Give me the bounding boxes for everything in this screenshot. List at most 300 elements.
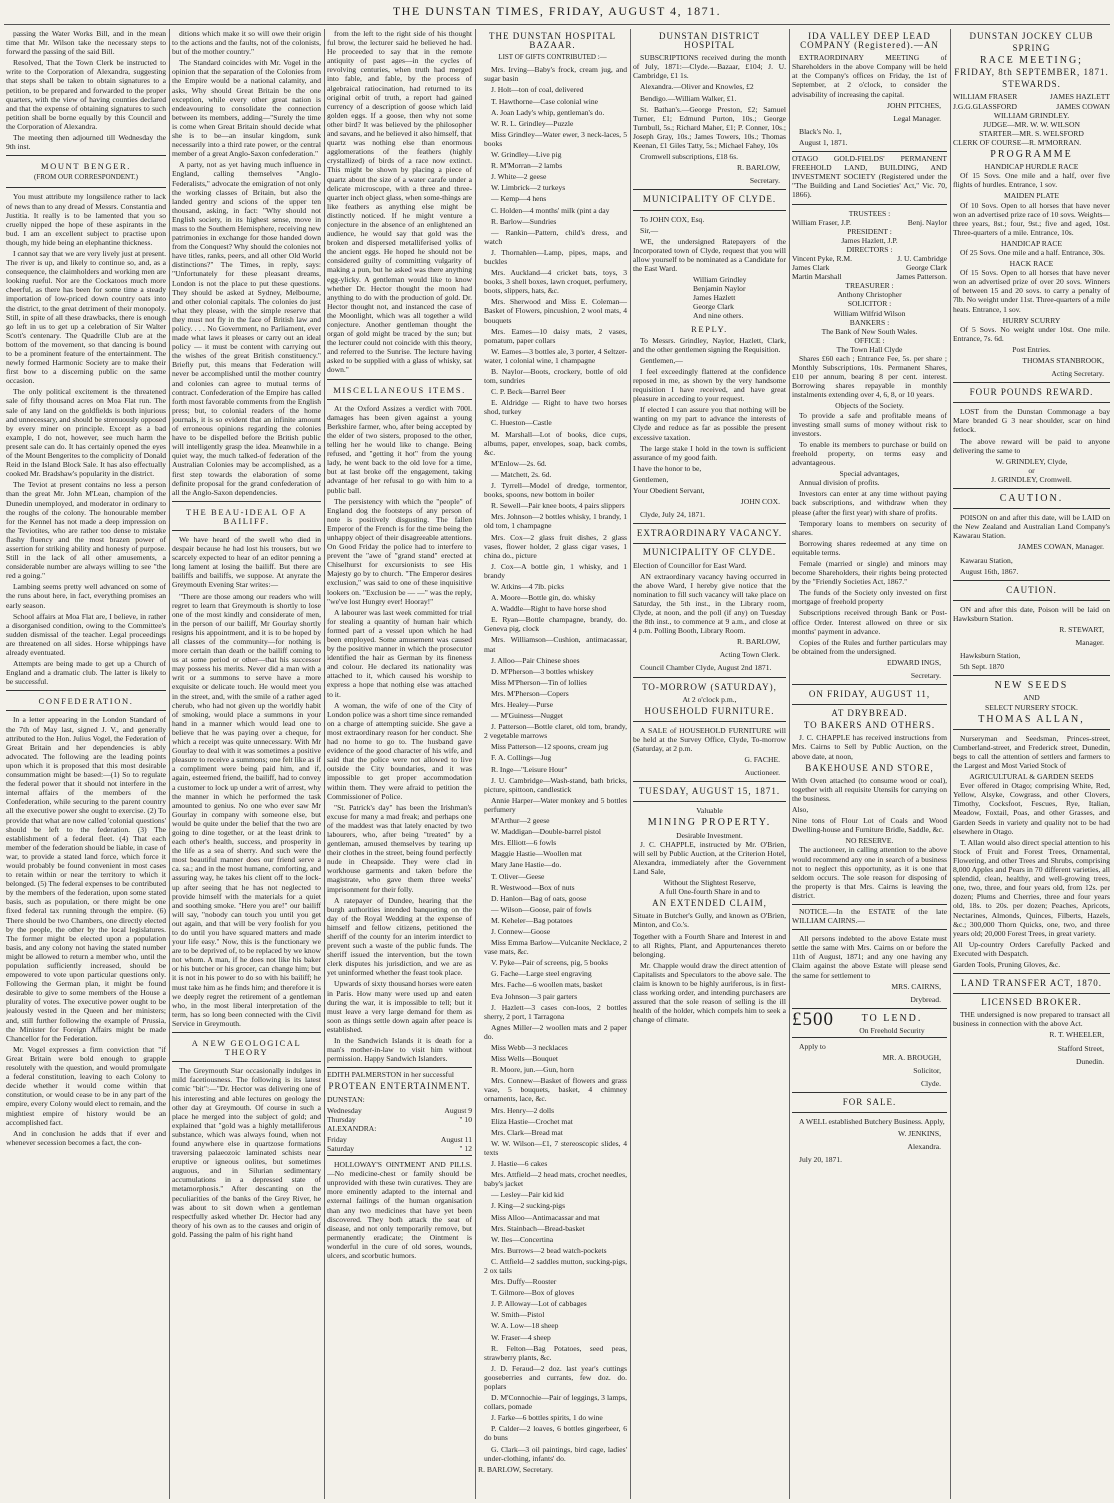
gift-item: J. White—2 geese (491, 172, 547, 182)
section-heading: ON FRIDAY, AUGUST 11, (808, 689, 931, 700)
ad-text: August 1, 1871. (799, 137, 848, 147)
section-heading: LAND TRANSFER ACT, 1870. (961, 978, 1102, 989)
column-1 (6, 29, 166, 1499)
signature-title: Auctioneer. (744, 768, 780, 778)
gift-item: J. Farke—6 bottles spirits, 1 do wine (491, 1413, 603, 1423)
section-heading: SPRING (1012, 43, 1051, 54)
gift-item: Miss Webb—3 necklaces (491, 1043, 568, 1052)
article-text: passing the Water Works Bill, and in the mean time that Mr. Wilson take the necessary steps to forward the passing of the said Bill. (6, 29, 166, 57)
article-text: "There are those among our readers who will regret to learn that Greymouth is shortly to lose one of the most kindly and considerate of men, in the person of our bailiff, Mr Gourlay shortly resigns his appointment, and it is to be hoped by all classes of the community—for nothing is more certain than death or the bailiff coming to us at some period or other—that his successor may possess his merits. Never did a man with a writ or a summons to serve have a more exquisite or delicate touch. He would meet you in the street, and, with the smile of a rather aged cherub, who had not given up the worldly habit of smoking, would place a summons in your hand in a manner which would lead one to believe that he was paying over a cheque, for which a receipt was quite unnecessary. With Mr Gourlay to deal with it was sometimes a positive pleasure to receive a summons; one felt like as if a compliment were being paid him, and if, again, esteemed friend, the bailiff, had to convey a customer to lock up under a writ of arrest, why the manner in which he performed the task amounted to genius. No one who ever saw Mr Gourlay in company with someone else, but would be quite under the belief that the two are going to dine together, or at the least drink to each other's health, success, and prosperity in the life as a sea of sherry. And such were the most beautiful manner does our friend serve a ca. sa.; and in the most humane, comforting, and assuring way, he takes his client off to the lock-up after seeing that he has not neglected to provide himself with the materials for a quiet and soothing smoke. "Here you are!" our bailiff will say, "nobody can touch you until you get out again, and that will be very foolish for you to do until you have squared matters and made your life easy." Now, this is the functionary we are to be deprived of, to be replaced by we know not whom. A man, if he does not like his baker or his butcher or his grocer, can change him; but it is not in his power to do so with his bailiff; he must take him as he finds him; and therefore it is we deeply regret the retirement of a gentleman who, in the most liberal interpretation of the term, has so long been connected with the Civil Service in Greymouth. (172, 591, 321, 1028)
section-heading: AN EXTENDED CLAIM, (652, 898, 767, 909)
ad-text: J. C. CHAPPLE, instructed by Mr. O'Brien, will sell by Public Auction, at the Criterion Hotel, Alexandra, immediately after the Government Land Sale, (633, 839, 786, 876)
gift-item: Miss M'Pherson—Tin of lollies (491, 677, 587, 687)
section-heading: MUNICIPALITY OF CLYDE. (642, 194, 777, 205)
gift-item: Mrs. Fache—6 woollen mats, basket (491, 980, 603, 990)
signature: JAMES COWAN, Manager. (1017, 542, 1104, 552)
section-heading: MUNICIPALITY OF CLYDE. (642, 547, 777, 558)
gift-item: J. Connew—Goose (491, 926, 551, 936)
officer: William Fraser, J.P. (792, 217, 852, 227)
section-heading: BAKEHOUSE AND STORE, (805, 762, 934, 773)
section-heading: CAUTION. (999, 493, 1064, 505)
signature: R. BARLOW, Secretary. (478, 1464, 553, 1474)
gift-item: J. King—2 sucking-pigs (491, 1201, 566, 1211)
article-text: Mr. Vogel expresses a firm conviction that "if Great Britain were bold enough to grapple resolutely with the question, and would promulgate a federal constitution, leaving to each Colony to decide whether it would come within that constitution, or would cease to be in any part of the empire, every Colony would elect to remain, and the mightiest empire of history would be an accomplished fact. (6, 1044, 166, 1127)
gift-item: F. A. Collings—Jug (491, 753, 552, 763)
ad-text: A WELL established Butchery Business. Apply, (799, 1117, 945, 1127)
gift-item: Mrs. Elliott—6 fowls (491, 838, 557, 848)
gift-item: Miss Patterson—12 spoons, cream jug (491, 742, 609, 752)
gift-item: — Matchett, 2s. 6d. (491, 469, 552, 479)
article-text: A labourer was last week committed for trial for stealing a quantity of human hair which formed part of a vessel upon which he had been employed. Some amusement was caused by the positive manner in which the prosecutor identified the hair as German by its fineness and colour. He declared its nationality was attached to it, which caused his worship to express a hope that nothing else was attached to it. (327, 607, 472, 699)
column-6 (792, 29, 947, 1499)
gift-item: Mrs. Eames—10 daisy mats, 2 vases, pomatum, paper collars (484, 326, 627, 345)
signature: JOHN COX. (740, 497, 780, 507)
ad-text: EXTRAORDINARY MEETING of Shareholders in the above Company will be held at the Company's offices on Friday, the 1st of September, at 2 o'clock, to consider the advisability of increasing the capital. (792, 53, 947, 99)
ad-text: LOST from the Dunstan Commonage a bay Mare branded G 3 near shoulder, scar on hind fetlock. (953, 407, 1110, 435)
signature: JOHN PITCHES, (886, 100, 941, 110)
ad-text: Apply to (799, 1042, 826, 1051)
loan-amount: £500 (792, 1008, 834, 1030)
article-text: The Standard coincides with Mr. Vogel in the opinion that the separation of the Colonies from the Empire would be a national calamity, and asks, Why should Great Britain be the one exception, while every other great nation is endeavouring to consolidate the connection between its members, adding—"Surely the time is come when Great Britain should decide what she is to be—an insular kingdom, sunk necessarily into a third rate power, or the central member of a great Anglo-Saxon confederation." (172, 58, 321, 159)
gift-item: R. Inge—"Leisure Hour" (491, 764, 568, 774)
official: CLERK OF COURSE—R. M'MORRAN. (953, 137, 1082, 147)
gift-item: W. Fraser—4 sheep (491, 1332, 551, 1342)
gift-item: A. Joan Lady's whip, gentleman's do. (491, 107, 605, 117)
ad-text: A full One-fourth Share in and to (659, 887, 760, 897)
column-4 (478, 29, 627, 1499)
signature-title: Secretary. (749, 176, 780, 186)
ad-text: Also, (792, 805, 809, 815)
section-heading: TO-MORROW (SATURDAY), (642, 681, 777, 692)
signature-title: Clyde. (920, 1079, 941, 1089)
section-heading: AGRICULTURAL & GARDEN SEEDS (969, 772, 1094, 782)
ad-text: Gentlemen, (633, 474, 669, 484)
gift-item: J. D. Feraud—2 doz. last year's cuttings gooseberries and currants, few doz. do. poplars (484, 1363, 627, 1391)
label: TREASURER : (845, 281, 894, 291)
gift-item: T. Hawthorne—Case colonial wine (491, 96, 598, 106)
section-heading: LICENSED BROKER. (981, 997, 1082, 1008)
race-name: HACK RACE (1009, 259, 1054, 269)
ad-text: At 2 o'clock p.m., (682, 694, 737, 704)
ad-text: Without the Slightest Reserve, (663, 878, 756, 888)
ad-text: Of 15 Sovs. One mile and a half, over five flights of hurdles. Entrance, 1 sov. (953, 171, 1110, 190)
section-heading: EXTRAORDINARY VACANCY. (636, 528, 783, 539)
signature-title: Legal Manager. (893, 113, 941, 123)
signature: R. BARLOW, (737, 637, 780, 647)
ad-text: Female (married or single) and minors may become Shareholders, their rights being protected by the "Friendly Societies Act, 1867." (792, 558, 947, 587)
signature-title: Solicitor, (913, 1066, 941, 1076)
section-subheading: LIST OF GIFTS CONTRIBUTED :— (498, 53, 607, 62)
gift-item: J. U. Cambridge—Wash-stand, bath bricks, picture, spittoon, candlestick (484, 775, 627, 794)
ad-day: Thursday (327, 1114, 356, 1124)
section-heading: AT DRYBREAD. (831, 708, 908, 719)
section-heading: THE BEAU-IDEAL OF A BAILIFF. (186, 506, 307, 526)
ad-text: I have the honor to be, (633, 463, 702, 473)
ad-text: Council Chamber Clyde, August 2nd 1871. (640, 663, 772, 673)
officer: James Patterson. (896, 272, 947, 282)
signature: R. BARLOW, (737, 163, 780, 173)
label: SOLICITOR : (847, 299, 892, 309)
gift-item: R. Sewell—Pair knee boots, 4 pairs slippers (491, 501, 625, 511)
gift-item: — Rankin—Pattern, child's dress, and watch (484, 227, 627, 246)
signature-title: Secretary. (910, 671, 941, 680)
steward: WILLIAM GRINDLEY. (993, 110, 1070, 120)
signature: MRS. CAIRNS, (891, 981, 941, 991)
article-text: The Greymouth Star occasionally indulges in mild facetiousness. The following is its latest comic "bit":—"Dr. Hector was delivering one of his interesting and able lectures on geology the other day at Greymouth. Of course in such a place he merged into the subject of gold; and explained that "gold was a highly metalliferous substance, which was always found, when not found anywhere else in quartzose formations traversing palaeozoic laminated schists near eruptive or igneous oolites, but sometimes auguous, and in Silurian sedimentary accumulations in a depressed state of metamorphosis." After descanting on the peculiarities of the banks of the Grey River, he was about to sit down when a gentleman respectfully asked whether Dr. Hector had any theory of his own as to the causes and origin of gold. Passing the palm of his right hand (172, 1066, 321, 1239)
gift-item: G. Clark—3 oil paintings, bird cage, ladies' under-clothing, infants' do. (484, 1444, 627, 1463)
ad-text: A SALE of HOUSEHOLD FURNITURE will be held at the Survey Office, Clyde, To-morrow (Saturday, at 2 p.m. (633, 725, 786, 753)
ad-text: THE undersigned is now prepared to transact all business in connection with the above Act. (953, 1010, 1110, 1029)
gift-item: D. M'Pherson—3 bottles whiskey (491, 666, 594, 676)
gift-item: Mrs. Burrows—2 bead watch-pockets (491, 1245, 607, 1255)
officer: James Hazlett, J.P. (841, 235, 898, 245)
section-heading: REPLY. (691, 323, 728, 334)
ad-text: Copies of the Rules and further particulars may be obtained from the undersigned. (792, 637, 947, 656)
gift-item: R. Felton—Bag Potatoes, seed peas, strawberry plants, &c. (484, 1343, 627, 1362)
officer: Martin Marshall (792, 272, 842, 282)
signature: W. GRINDLEY, Clyde, (995, 456, 1068, 466)
section-heading: TO LEND. (861, 1012, 923, 1024)
gift-item: J. Alloo—Pair Chinese shoes (491, 655, 580, 665)
gift-item: P. Calder—2 loaves, 6 bottles gingerbeer, 6 do buns (484, 1424, 627, 1443)
article-text: A woman, the wife of one of the City of London police was a short time since remanded on a charge of attempting suicide. She gave a most extraordinary reason for her conduct. She had no home to go to. The husband gave evidence of the good character of his wife, and said that the police were not allowed to live outside the City boundaries, and it was impossible to get proper accommodation within them. They were afraid to petition the Commissioner of Police. (327, 700, 472, 801)
article-text: In the Sandwich Islands it is death for a man's mother-in-law to visit him without permission. Happy Sandwich Islanders. (327, 1036, 472, 1064)
column-3 (327, 29, 472, 1499)
gift-item: W. Eames—3 bottles ale, 3 porter, 4 Seltzer-water, 1 colonial wine, 1 champagne (484, 346, 627, 365)
label: DIRECTORS : (846, 244, 893, 254)
ad-text: Kawarau Station, (960, 555, 1013, 565)
gift-item: A. Moore—Bottle gin, do. whisky (491, 593, 596, 603)
ad-text: The above reward will be paid to anyone delivering the same to (953, 436, 1110, 455)
section-heading: PROGRAMME (990, 149, 1073, 161)
ad-text: All persons indebted to the above Estate must settle the same with Mrs. Cairns on or before the 11th of August, 1871; and any one having any Claim against the above Estate will please send the same for settlement to (792, 934, 947, 980)
ad-text: The large stake I hold in the town is sufficient assurance of my good faith. (633, 443, 786, 462)
gift-item: Mrs. Clark—Bread mat (491, 1127, 563, 1137)
gift-item: W. Grindley—Live pig (491, 150, 562, 160)
ad-text: Of 10 Sovs. Open to all horses that have never won an advertised prize race of 10 sovs. Weights—three years, 8st.; four, 9st.; five and aged, 10st. Three-quarters of a mile. Entrance, 10s. (953, 200, 1110, 237)
section-heading: TUESDAY, AUGUST 15, 1871. (638, 786, 781, 797)
ad-text: Situate in Butcher's Gully, and known as O'Brien, Minton, and Co.'s. (633, 911, 786, 930)
section-heading: FOR SALE. (842, 1097, 897, 1108)
gift-item: C. Holden—4 months' milk (pint a day (491, 205, 610, 215)
requisition-signatory: And nine others. (693, 311, 744, 321)
gift-item: Annie Harper—Water monkey and 5 bottles perfumery (484, 795, 627, 814)
officer: The Bank of New South Wales. (821, 326, 918, 336)
article-text: I cannot say that we are very lively just at present. The river is up, and likely to continue so, and, as a consequence, the claimholders and working men are looking rueful. Nor are the Cockatoos much more cheerful, as there has been for some time a steady importation of low-priced down country oats into the district, to the great detriment of their monopoly. Still, in spite of all these drawbacks, there is enough go left in us to get up a celebration of Sir Walter Scott's centenary. The Quadrille Club are at the bottom of the movement, so that dancing is bound to be a prominent feature of the entertainment. The newly formed Harmonic Society are to make their first bow to a discerning public on the same occasion. (6, 248, 166, 386)
gift-item: M'Arthur—2 geese (491, 816, 550, 826)
gift-item: W. Limbrick—2 turkeys (491, 183, 566, 193)
section-heading: NEW SEEDS (994, 680, 1069, 692)
gift-item: J. Tyrrell—Model of dredge, tormentor, books, spoons, new bottom in boiler (484, 481, 627, 500)
ad-text: Valuable (696, 806, 723, 816)
article-text: The only political excitement is the threatened sale of fifty thousand acres on Moa Flat run. The sale of any land on the goldfields is both injurious and unnecessary, and should be strenuously opposed by every miner on principle. Except as a bad example, I do not, however, see much harm the present sale can do. It has certainly opened the eyes of the Mount Bengerites to the complicity of Donald Reid in the Island Block Sale. It has also effectually cooked Mr. Bradshaw's popularity in the district. (6, 387, 166, 479)
requisition-signatory: William Grindley (693, 275, 747, 285)
gift-item: Mrs. Duffy—Rooster (491, 1277, 557, 1287)
ad-text: The funds of the Society only invested on first mortgage of freehold property (792, 588, 947, 607)
ad-text: T. Allan would also direct special attention to his Stock of Fruit and Forest Trees, Ornamental, Flowering, and other Trees and Shrubs, comprising 8,000 Apples and Pears in 70 different varieties, all splendid, clean, healthy, and well-growing trees, one, two, three, and four years old, from 12s. per dozen; Plums and Cherries, three and four years old, 18s. to 20s. per dozen; Peaches, Apricots, Nectarines, Almonds, Quinces, Filberts, Hazels, &c.; 300,000 Thorn Quicks, one, two, and three years old; 20,000 Forest Trees, in great variety. (953, 837, 1110, 938)
article-text: Upwards of sixty thousand horses were eaten in Paris. How many were used up and eaten during the war, it is impossible to tell; but it must leave a very large demand for them as soon as things settle down again after peace is established. (327, 979, 472, 1034)
ad-text: To provide a safe and profitable means of investing small sums of money without risk to investors. (792, 410, 947, 438)
ad-text: Of 25 Sovs. One mile and a half. Entrance, 30s. (960, 247, 1105, 257)
gift-item: W. Atkins—4 7lb. picks (491, 581, 564, 591)
gift-item: E. Aldridge — Right to have two horses shod, turkey (484, 398, 627, 417)
gift-list (478, 65, 627, 1462)
column-rule (630, 29, 631, 1499)
gift-item: J. Thornahlen—Lamp, pipes, maps, and buckles (484, 247, 627, 266)
gift-item: Mrs. Auckland—4 cricket bats, toys, 3 books, 3 shell boxes, lawn croquet, perfumery, boots, slippers, hats, &c. (484, 268, 627, 296)
ad-text: Subscriptions received through Bank or Post-office Order. Interest allowed on three or six months' payment in advance. (792, 608, 947, 636)
gift-item: J. Patterson—Bottle claret, old tom, brandy, 2 vegetable marrows (484, 722, 627, 741)
gift-item: — Kemp—4 hens (491, 194, 547, 204)
gift-item: R. Moore, jun.—Gun, horn (491, 1065, 574, 1075)
ad-text: Mr. Chapple would draw the direct attention of Capitalists and Speculators to the above sale. The claim is known to be highly auriferous, is in first-class working order, and intending purchasers are assured that the sole reason of selling is the ill health of the holder, which compels him to seek a change of climate. (633, 960, 786, 1025)
section-heading: DUNSTAN DISTRICT HOSPITAL (658, 31, 761, 51)
article-text: Resolved, That the Town Clerk be instructed to write to the Corporation of Alexandra, suggesting that steps shall be taken to obtain signatures to a petition, to be prepared and forwarded to the proper quarters, with the view of having counties declared and that the expense of obtaining signatures to such petition shall be borne equally by this Council and the Corporation of Alexandra. (6, 58, 166, 131)
gift-item: J. P. Alloway—Lot of cabbages (491, 1299, 587, 1309)
column-rule (475, 29, 476, 1499)
gift-item: — M'Guiness—Nugget (491, 711, 564, 721)
ad-day: Saturday (327, 1143, 354, 1153)
ad-text: Bendigo.—William Walker, £1. (640, 93, 737, 103)
ad-text: EDITH PALMERSTON in her successful (327, 1070, 454, 1080)
gift-item: W. W. Wilson—£1, 7 stereoscopic slides, 4 texts (484, 1138, 627, 1157)
ad-text: Shares £60 each ; Entrance Fee, 5s. per share ; Monthly Subscriptions, 10s. Permanent Shares, £10 per annum, bearing 8 per cent. interest. Borrowing shares repayable in monthly instalments extending over 4, 6, 8, or 10 years. (792, 354, 947, 400)
ad-text: To Messrs. Grindley, Naylor, Hazlett, Clark, and the other gentlemen signing the Requisition. (633, 335, 786, 354)
ad-text: DUNSTAN: (327, 1094, 365, 1104)
section-subheading: (FROM OUR CORRESPONDENT.) (34, 173, 138, 182)
signature: THOMAS STANBROOK, (1022, 356, 1104, 365)
ad-text: NOTICE.—In the ESTATE of the late WILLIAM CAIRNS.— (792, 906, 947, 926)
column-7 (953, 29, 1110, 1499)
ad-title: PROTEAN ENTERTAINMENT. (328, 1081, 471, 1092)
gift-item: Mary Jane Hastie—do. (491, 860, 562, 870)
gift-item: Eva Johnson—3 pair garters (491, 991, 578, 1001)
column-rule (950, 29, 951, 1499)
ad-text: Ever offered in Otago; comprising White, Red, Yellow, Alsyke, Cowgrass, and other Clovers, Timothy, Cocksfoot, Fescues, Rye, Italian, Meadow, Foxtail, Poas, and other Grasses, and Garden Seeds in variety and quality not to be had elsewhere in Otago. (953, 781, 1110, 836)
signature: R. STEWART, (1059, 624, 1104, 634)
gift-item: C. P. Beck—Barrel Beer (491, 387, 566, 397)
section-heading: A NEW GEOLOGICAL THEORY (191, 1038, 302, 1058)
column-5 (633, 29, 786, 1499)
article-text: And in conclusion he adds that if ever and whenever secession becomes a fact, the con- (6, 1128, 166, 1147)
column-rule (324, 29, 325, 1499)
gift-item: W. A. Low—18 sheep (491, 1321, 559, 1331)
gift-item: Mrs. Irving—Baby's frock, cream jug, and sugar basin (484, 65, 627, 84)
article-text: "St. Patrick's day" has been the Irishman's excuse for many a mad freak; and perhaps one of the maddest was that lately enacted by two labourers, who, after being "treated" by a gentleman, amused themselves by tearing up their clothes in the street, being found perfectly nude in Cheapside. They were clad in workhouse garments and taken before the magistrate, who gave them three weeks' imprisonment for their folly. (327, 802, 472, 894)
gift-item: A. Waddle—Right to have horse shod (491, 604, 607, 614)
article-text: HOLLOWAY'S OINTMENT AND PILLS.—No medicine-chest or family should be unprovided with these twin curatives. They are more eminently adapted to the internal and external failings of the human organisation than any two medicines that have yet been discovered. They both attack the seat of disease, and not only temporarily remove, but permanently eradicate; the Ointment is wonderful in the cure of old sores, wounds, ulcers, and scorbutic humors. (327, 1160, 472, 1260)
section-heading: MISCELLANEOUS ITEMS. (333, 384, 466, 395)
ad-text: Election of Councillor for East Ward. (633, 560, 747, 570)
race-name: HANDICAP HURDLE RACE (984, 162, 1079, 172)
signature: or (1028, 465, 1035, 475)
gift-item: J. Hastie—6 cakes (491, 1159, 548, 1169)
gift-item: — Lesley—Pair kid kid (491, 1190, 564, 1200)
section-heading: SELECT NURSERY STOCK. (985, 702, 1078, 712)
ad-text: Clyde, July 24, 1871. (640, 510, 705, 520)
official: JUDGE—MR. W. W. WILSON (983, 119, 1080, 129)
article-text: A party, not as yet having much influence in England, calling themselves "Anglo-Federalists," advocate the emigration of not only the working classes of Britain, but also the landed gentry and scions of the upper ten thousand, asking, in fact: "Why should not English society, in its highest sense, move in mass to the Southern Hemisphere, receiving new patrimonies in exchange for those handed down from the Conquest? Why should the colonies not have titles, ranks, peers, and all other Old World distinctions?" The Times, in reply, says: "Unfortunately for these pleasant dreams, London is not the place to put these questions. They should be asked at Sydney, Melbourne, and other colonial capitals. The colonies do just what they please, with the simple reserve that they must not fly in the face of British law and policy. . . . No Government, no Parliament, ever made what laws it pleases or carry out an ideal policy — it must be content with carrying out the wishes of the great British constituency." Briefly put, this means that Federation will never be accomplished until the mother country and colonies can agree to mutual terms of contract. Confederation of the Empire has called forth most favorable comments from the English press; but, to colonial readers of the home journals, it is so evident that an infinite amount of erroneous opinions regarding the colonies have to be dispelled before the British public will intelligently grasp the idea. Meanwhile in a quiet way, the much talked-of federation of the Australian Colonies may be accomplished, as a first step towards the elaboration of some definite proposal for the grand confederation of all the Anglo-Saxon dependencies. (172, 160, 321, 497)
gift-item: W. Maddigan—Double-barrel pistol (491, 827, 602, 837)
ad-text: St. Bathan's.—George Preston, £2; Samuel Turner, £1; Edmund Purton, 10s.; George Turnbull, 5s.; Richard Maher, £1; P. Conner, 10s.; Joseph Gray, 10s.; James Towers, 10s.; Thomas Keenan, £1 Giles Tatty, 5s.; Michael Fahey, 10s (633, 104, 786, 151)
signature-title: Stafford Street, (1057, 1043, 1104, 1053)
article-text: A ratepayer of Dundee, hearing that the burgh authorities intended banqueting on the day of the Royal Wedding at the expense of himself and fellow citizens, petitioned the sheriff of the county for an interim interdict to prevent such a waste of the public funds. The sheriff issued the intervention, but the town clerk disputes his jurisdiction, and we are as yet uninformed whether the feast took place. (327, 895, 472, 978)
section-heading: MINING PROPERTY. (647, 817, 772, 829)
officer: Anthony Christopher (837, 290, 902, 300)
ad-text: Sir,— (640, 225, 659, 235)
column-rule (169, 29, 170, 1499)
requisition-signatory: Benjamin Naylor (693, 284, 746, 294)
label: BANKERS : (849, 317, 890, 327)
ad-text: ON and after this date, Poison will be laid on Hawksburn Station. (953, 604, 1110, 623)
signature: EDWARD INGS, (887, 657, 941, 667)
article-text: from the left to the right side of his thought ful brow, the lecturer said he believed he had. He proceeded to say that in the remote antiquity of past ages—in the cycles of revolving centuries, when truth had merged into fable, and fable, by the process of algebraical ratiocination, had returned to its original orbit of truth, a report had gained currency of a description of goose which laid golden eggs. If a goose, then why not some other bird? It was believed by the philosopher and savans, and he believed it also himself, that quartz was nothing else than enormous agglomerations of the feathers (highly crystallized) of birds of a race now extinct. This might be shown by placing a piece of quartz about the size of a water carafe under a delicate microscope, with a three and three-quarter inch object glass, when some-things are like feathers as anything else might be distinctly noticed. If he might venture a conjecture in the absence of an enlightened an audience, he would say that gold was the broken and dispersed metalliferised yolks of the ancient eggs. He hoped he should not be considered guilty of committing vulgarity of making a pun, but he asked was there anything egg-ylicky. A gentleman would like to know whether Dr. Hector thought the moon had anything to do with the production of gold. Dr. Hector thought not, and instanced the case of the Moonlight, which was all together a wild conjecture. Another gentleman thought the organ of gold might be traced by the sun; but the lecturer could not coincide with this theory, and referred to the Sunrise. The lecture having asked to be supplied with a glass of whisky, sat down." (327, 29, 472, 375)
advertisement (327, 1067, 472, 1156)
gift-item: V. Pyke—Pair of screens, pig, 5 books (491, 958, 608, 968)
gift-item: Mrs. Williamson—Cushion, antimacassar, mat (484, 635, 627, 654)
signature: J. GRINDLEY, Cromwell. (991, 474, 1072, 484)
gift-item: T. Oliver—Geese (491, 871, 545, 881)
label: Special advantages, (839, 469, 900, 479)
signature-title: Drybread. (910, 994, 941, 1004)
ad-text: SUBSCRIPTIONS received during the month of July, 1871:—Clyde.—Bazaar, £104; J. U. Cambridge, £1 1s. (633, 53, 786, 81)
gift-item: Mrs. Stainbach—Bread-basket (491, 1223, 585, 1233)
signature-title: Dunedin. (1075, 1056, 1104, 1066)
steward: J.G.G.GLASSFORD (953, 101, 1017, 111)
gift-item: — Wilson—Goose, pair of fowls (491, 904, 592, 914)
ad-text: Borrowing shares redeemed at any time on equitable terms. (792, 538, 947, 557)
requisition-signatory: James Hazlett (693, 293, 736, 303)
officer: William Wilfrid Wilson (833, 308, 906, 318)
officer: George Clark (906, 263, 947, 273)
ad-text: Hawksburn Station, (960, 651, 1021, 661)
label: Objects of the Society. (835, 401, 904, 411)
article-text: You must attribute my longsilence rather to lack of news than to any dread of Messrs. Constantia and Justitia. It really is to be lamented that you so cruelly nipped the hope of these aspirants in the bud. I am an excellent subject to practise upon though, my hide being an elephantine thickness. (6, 192, 166, 247)
gift-item: Miss Wells—Bouquet (491, 1054, 558, 1064)
section-heading: HOUSEHOLD FURNITURE. (644, 705, 775, 716)
gift-item: E. Ryan—Bottle champagne, brandy, do. Geneva pig, clock (484, 615, 627, 634)
section-heading: RACE MEETING; (980, 55, 1083, 67)
signature-title: Acting Town Clerk. (719, 650, 780, 660)
article-text: ditions which make it so will owe their origin to the actions and the faults, not of the colonists, but of the mother country." (172, 29, 321, 57)
gift-item: Mrs. M'Pherson—Copers (491, 688, 569, 698)
label: OFFICE : (854, 335, 885, 345)
gift-item: Mrs. Attfield—2 head mats, crochet needles, baby's jacket (484, 1170, 627, 1189)
gift-item: M. Marshall—Lot of books, dice cups, albums, paper, envelopes, soap, back combs, &c. (484, 429, 627, 457)
officer: J. U. Cambridge (897, 253, 947, 263)
ad-text: The auctioneer, in calling attention to the above would recommend any one in search of a business not to neglect this opportunity, as it is one that seldom occurs. The sole reason for disposing of the property is that Mrs. Cairns is leaving the district. (792, 845, 947, 900)
ad-text: Nine tons of Flour Lot of Coals and Wood Dwelling-house and Furniture Bridle, Saddle, &c. (792, 816, 947, 835)
gift-item: R. Westwood—Box of nuts (491, 882, 575, 892)
gift-item: T. Gilmore—Box of gloves (491, 1288, 575, 1298)
article-text: Lambing seems pretty well advanced on some of the runs about here, in fact, everything promises an early season. (6, 582, 166, 610)
column-rule (789, 29, 790, 1499)
steward: JAMES HAZLETT (1049, 92, 1110, 102)
article-text: In a letter appearing in the London Standard of the 7th of May last, signed J. V., and generally attributed to the Hon. Julius Vogel, the Federation of Great Britain and her dependencies is ably advocated. The following are the leading points upon which it is proposed that this most desirable consummation might be based:—(1) So to regulate the federal power that it should not interfere in the internal affairs of the members of the Confederation, while securing to the parent country all the executive power she ought to exercise. (2) To provide that what are now called 'colonial questions' should be left to the federation. (3) The establishment of a federal fleet. (4) That each member of the federation should be liable, in case of war, to provide a stated land force, which force it would probably be found convenient in most cases to retain within or near the territory to which it belonged. (5) The federal expenses to be contributed by the members of the federation, upon some stated basis, such as population, or there might be one fixed federal tax running through the empire. (6) There should be two Chambers, one directly elected by the people, the other by the local legislatures. The former might be elected upon a population basis, and any colony not having the stated number might be allowed to return a member who, until the population sufficiently increased, should be empowered to vote upon particular questions only. Following the German plan, it might be found desirable to give to some members of the House a plurality of votes. The executive power ought to be jealously vested in the Queen and her ministers; and, still further following the example of Prussia, the Minister for Foreign Affairs might be made Chancellor for the Federation. (6, 715, 166, 1043)
gift-item: G. Fache—Large steel engraving (491, 969, 592, 979)
ad-text: Desirable Investment. (676, 830, 743, 840)
gift-item: M. Keheler—Bag potatoes (491, 915, 573, 925)
ad-text: 5th Sept. 1870 (960, 662, 1005, 672)
section-heading: STEWARDS. (1002, 79, 1061, 90)
requisition-signatory: George Clark (693, 302, 734, 312)
ad-text: July 20, 1871. (799, 1154, 843, 1164)
gift-item: D. Hanlon—Bag of oats, goose (491, 893, 587, 903)
column-2 (172, 29, 321, 1499)
ad-text: Black's No. 1, (799, 126, 842, 136)
gift-item: C. Attfield—2 saddles mutton, sucking-pigs, 2 ox tails (484, 1256, 627, 1275)
ad-text: Annual division of profits. (799, 478, 880, 488)
ad-text: Alexandra.—Oliver and Knowles, £2 (640, 82, 754, 92)
gift-item: Miss Grindley—Water ewer, 3 neck-laces, 5 books (484, 129, 627, 148)
ad-day: Friday (327, 1134, 347, 1144)
signature: MR. A. BROUGH, (882, 1053, 941, 1063)
ad-text: Gentlemen,— (640, 355, 683, 365)
gift-item: Miss Alloo—Antimacassar and mat (491, 1212, 600, 1222)
gift-item: Eliza Hastie—Crochet mat (491, 1116, 573, 1126)
ad-text: Of 5 Sovs. No weight under 10st. One mile. Entrance, 7s. 6d. (953, 324, 1110, 343)
label: NO RESERVE. (845, 836, 894, 846)
officer: Vincent Pyke, R.M. (792, 253, 853, 263)
section-heading: CAUTION. (1006, 584, 1057, 595)
gift-item: Mrs. Connew—Basket of flowers and grass vase, 5 bouquets, basket, 4 chimney ornaments, lace, &c. (484, 1076, 627, 1104)
section-heading: IDA VALLEY DEEP LEAD COMPANY (Registered).—AN (800, 31, 939, 51)
signature: G. FACHE. (744, 755, 780, 765)
article-text: The persistency with which the "people" of England dog the footsteps of any person of note is positively disgusting. The fallen Emperor of the French is for the time being the unhappy object of their disagreeable attentions. On Good Friday the police had to interfere to prevent the "awe of "grand stand" erected at Chiselhurst for excursionists to see His Majesty go by to church. "The Emperor desires exclusion," was said to one of these inquisitive lookers on. "Exclusion be — —" was the reply, "we've lost Hungry ever! Hooray!" (327, 496, 472, 606)
section-heading: FOUR POUNDS REWARD. (969, 387, 1094, 398)
gift-item: D. M'Connochie—Pair of leggings, 3 lamps, collars, pomade (484, 1393, 627, 1412)
ad-text: To enable its members to purchase or build on freehold property, on terms easy and advantageous. (792, 439, 947, 468)
gift-item: Agnes Miller—2 woollen mats and 2 paper do. (484, 1022, 627, 1041)
ad-date: " 12 (459, 1143, 472, 1153)
article-text: The Teviot at present contains no less a person than the great Mr. John M'Lean, champion of the Dunedin unemployed, and moderator in ordinary to the roughs of the colony. The honourable member for the Kennel has not made a deep impression on the Teviotites, who are rather too dense to mistake flashy fluency and the most brazen power of assertion for striking ability and honesty of purpose. Still in the lack of all other amusements, a considerable number are always willing to see "the red a going." (6, 480, 166, 581)
gift-item: Mrs. Johnson—2 bottles whisky, 1 brandy, 1 old tom, 1 champagne (484, 512, 627, 531)
ad-text: If elected I can assure you that nothing will be wanting on my part to advance the interests of Clyde and reduce as far as possible the present excessive taxation. (633, 405, 786, 442)
ad-text: J. C. CHAPPLE has received instructions from Mrs. Cairns to Sell by Public Auction, on the above date, at noon, (792, 733, 947, 761)
ad-text: Investors can enter at any time without paying back subscriptions, and withdraw when they please (after the first year) with share of profits. (792, 489, 947, 517)
section-heading: TO BAKERS AND OTHERS. (803, 720, 936, 731)
gift-item: J. Cox—A bottle gin, 1 whisky, and 1 brandy (484, 561, 627, 580)
ad-date: August 9 (444, 1105, 472, 1115)
ad-text: Nurseryman and Seedsman, Princes-street, Cumberland-street, and Frederick street, Dunedin, begs to call the attention of settlers and farmers to the Largest and Most Varied Stock of (953, 733, 1110, 770)
ad-text: POISON on and after this date, will be LAID on the New Zealand and Australian Land Company's Kawarau Station. (953, 513, 1110, 541)
section-heading: MOUNT BENGER. (40, 161, 132, 172)
section-heading: THOMAS ALLAN, (978, 713, 1085, 725)
official: STARTER—MR. S. WELSFORD (979, 128, 1084, 138)
gift-item: R. Barlow—Sundries (491, 216, 557, 226)
race-name: HURRY SCURRY (1002, 315, 1061, 325)
ad-text: Temporary loans to members on security of shares. (792, 518, 947, 537)
article-text: We have heard of the swell who died in despair because he had lost his trousers, but we scarcely expected to hear of an editor penning a long lament at losing the bailiff. But there are bailiffs and bailiffs, we suppose. At anyrate the Greymouth Evening Star writes:— (172, 534, 321, 590)
requisition-names (633, 275, 786, 320)
label: TRUSTEES : (848, 208, 891, 218)
gift-item: J. Holt—ton of coal, delivered (491, 85, 584, 95)
ad-text: ALEXANDRA: (327, 1123, 377, 1133)
officer: James Clark (792, 263, 830, 273)
article-text: At the Oxford Assizes a verdict with 700l. damages has been given against a young Berkshire farmer, who, after being accepted by the elder of two sisters, proposed to the other, telling her he would like to change. Being refused, and "getting it hot" from the young lady, he went back to the old love for a time, but at last broke off the engagement, taking advantage of her refusal to go with him to a public ball. (327, 403, 472, 495)
signature-title: Manager. (1075, 638, 1104, 648)
gift-item: Maggie Hastie—Woollen mat (491, 849, 582, 859)
masthead-rule (4, 24, 1110, 25)
section-heading: THE DUNSTAN HOSPITAL BAZAAR. (488, 31, 617, 51)
race-name: MAIDEN PLATE (1003, 191, 1060, 201)
section-heading: DUNSTAN JOCKEY CLUB (969, 31, 1094, 41)
gift-item: W. Iles—Concertina (491, 1234, 554, 1244)
ad-day: Wednesday (327, 1105, 362, 1115)
section-heading: OTAGO GOLD-FIELDS' PERMANENT FREEHOLD LAND, BUILDING, AND INVESTMENT SOCIETY (Registered under the "The Building and Land Societies' Act," Vic. 70, 1866). (792, 154, 947, 200)
ad-text: Post Entries. (1012, 344, 1051, 354)
ad-text: On Freehold Security (859, 1025, 925, 1035)
